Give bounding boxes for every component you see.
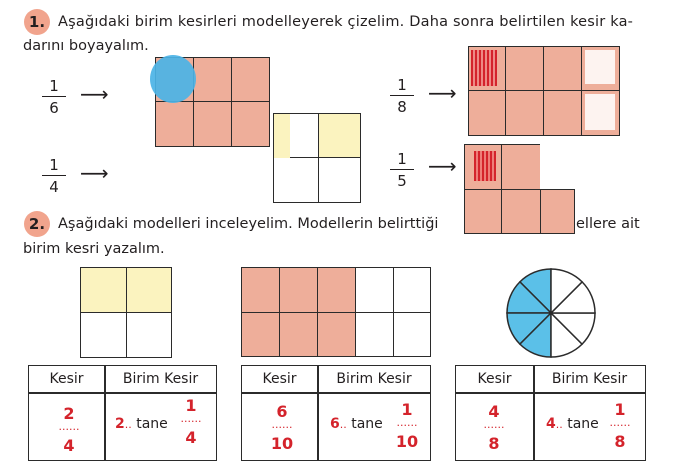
grid-cell-shaded: [80, 267, 127, 313]
yellow-paint-mark: [274, 114, 290, 158]
table-header-kesir: Kesir: [477, 371, 512, 387]
tane-label: tane: [136, 416, 168, 432]
grid-cell: [80, 312, 127, 358]
grid-cell-shaded: [241, 267, 280, 313]
numerator: 1: [49, 156, 59, 174]
table-header-birim-kesir: Birim Kesir: [551, 371, 628, 387]
answer-count[interactable]: 4: [546, 416, 556, 432]
grid-cell-shaded: [279, 267, 318, 313]
numerator: 1: [397, 150, 407, 168]
grid-cell: [231, 101, 270, 147]
red-paint-mark: [474, 151, 496, 181]
grid-cell: [355, 312, 394, 357]
question-2-text-line1b: ellere ait: [576, 216, 640, 232]
fraction-one-fifth: [390, 150, 414, 190]
grid-cell: [468, 90, 506, 136]
grid-cell: [273, 157, 319, 203]
answer-count-row: 2.. tane: [115, 416, 168, 432]
table-header-kesir: Kesir: [262, 371, 297, 387]
answer-fraction[interactable]: 4 ······ 8: [483, 402, 505, 453]
eraser-mark: [585, 94, 615, 130]
grid-cell: [501, 144, 541, 190]
grid-cell-shaded: [317, 312, 356, 357]
grid-cell: [543, 90, 582, 136]
question-2-text-line1a: Aşağıdaki modelleri inceleyelim. Modellerin belirttiği: [58, 216, 439, 232]
eraser-mark: [585, 50, 615, 84]
unit-denominator[interactable]: 4: [185, 428, 197, 447]
answer-count[interactable]: 2: [115, 416, 125, 432]
answer-count-row: 4.. tane: [546, 416, 599, 432]
denominator: 5: [397, 172, 407, 190]
numerator: 1: [397, 76, 407, 94]
grid-cell-shaded: [279, 312, 318, 357]
model-four-eighths-circle: [503, 267, 599, 359]
question-2-text-line2: birim kesri yazalım.: [23, 241, 165, 257]
table-header-birim-kesir: Birim Kesir: [336, 371, 412, 387]
grid-cell: [126, 312, 172, 358]
grid-cell: [540, 189, 575, 234]
numerator: 1: [49, 77, 59, 95]
grid-cell-shaded: [241, 312, 280, 357]
answer-count-row: 6.. tane: [330, 416, 383, 432]
table-header-birim-kesir: Birim Kesir: [122, 371, 199, 387]
answer-table-3: [455, 365, 646, 461]
grid-cell: [501, 189, 541, 234]
grid-cell: [355, 267, 394, 313]
answer-fraction[interactable]: 6 ······ 10: [268, 404, 296, 452]
grid-cell: [155, 101, 194, 147]
question-number-2: 2.: [24, 211, 50, 237]
unit-numerator[interactable]: 1: [614, 400, 626, 419]
answer-unit-fraction[interactable]: 1 ······ 10: [393, 402, 421, 450]
answer-numerator[interactable]: 4: [488, 402, 500, 421]
denominator: 8: [397, 98, 407, 116]
unit-numerator[interactable]: 1: [185, 396, 197, 415]
red-paint-mark: [471, 50, 497, 86]
question-1-text-line1: Aşağıdaki birim kesirleri modelleyerek çizelim. Daha sonra belirtilen kesir ka-: [58, 14, 634, 30]
grid-cell: [464, 189, 502, 234]
grid-cell: [193, 57, 232, 102]
answer-table-2: [241, 365, 431, 461]
unit-denominator[interactable]: 10: [395, 432, 419, 451]
answer-numerator[interactable]: 2: [63, 404, 75, 423]
answer-fraction[interactable]: 2 ······ 4: [58, 404, 80, 455]
fraction-one-sixth: [42, 77, 66, 117]
tane-label: tane: [351, 416, 383, 432]
grid-cell: [505, 46, 544, 91]
answer-denominator[interactable]: 10: [270, 434, 294, 453]
tane-label: tane: [567, 416, 599, 432]
grid-cell: [543, 46, 582, 91]
grid-cell: [231, 57, 270, 102]
grid-cell-blank: [540, 144, 575, 190]
grid-cell: [393, 267, 431, 313]
grid-cell-shaded: [317, 267, 356, 313]
fraction-one-eighth: [390, 76, 414, 116]
arrow-right-icon: ⟶: [80, 82, 109, 106]
answer-unit-fraction[interactable]: 1 ······ 4: [180, 396, 202, 447]
fraction-one-fourth: [42, 156, 66, 196]
grid-cell: [318, 157, 361, 203]
grid-cell-shaded: [318, 113, 361, 158]
denominator: 4: [49, 178, 59, 196]
denominator: 6: [49, 99, 59, 117]
question-number-1: 1.: [24, 9, 50, 35]
table-header-kesir: Kesir: [49, 371, 84, 387]
grid-cell: [393, 312, 431, 357]
blue-paint-mark: [150, 55, 196, 103]
arrow-right-icon: ⟶: [80, 161, 109, 185]
answer-table-1: [28, 365, 217, 461]
grid-cell: [505, 90, 544, 136]
unit-denominator[interactable]: 8: [614, 432, 626, 451]
unit-numerator[interactable]: 1: [401, 400, 413, 419]
question-1-text-line2: darını boyayalım.: [23, 38, 149, 54]
answer-count[interactable]: 6: [330, 416, 340, 432]
arrow-right-icon: ⟶: [428, 81, 457, 105]
answer-unit-fraction[interactable]: 1 ······ 8: [609, 400, 631, 451]
grid-cell: [193, 101, 232, 147]
answer-numerator[interactable]: 6: [276, 402, 288, 421]
answer-denominator[interactable]: 8: [488, 434, 500, 453]
arrow-right-icon: ⟶: [428, 154, 457, 178]
grid-cell-shaded: [126, 267, 172, 313]
answer-denominator[interactable]: 4: [63, 436, 75, 455]
